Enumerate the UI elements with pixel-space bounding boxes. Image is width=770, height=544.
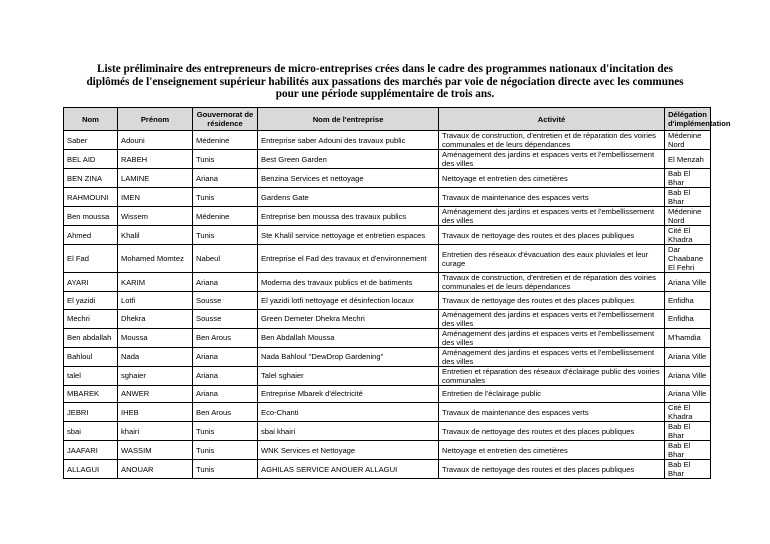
cell-nom: AYARI (64, 273, 118, 292)
cell-prenom: Wissem (118, 207, 193, 226)
cell-nom: Ahmed (64, 226, 118, 245)
cell-entreprise: Moderna des travaux publics et de batiments (258, 273, 439, 292)
cell-prenom: Dhekra (118, 309, 193, 328)
cell-prenom: ANWER (118, 385, 193, 403)
cell-prenom: Khalil (118, 226, 193, 245)
cell-delegation: Cité El Khadra (665, 403, 711, 422)
cell-entreprise: Entreprise el Fad des travaux et d'environnement (258, 245, 439, 273)
cell-gouvernorat: Tunis (193, 422, 258, 441)
cell-delegation: Bab El Bhar (665, 169, 711, 188)
title-line-2: diplômés de l'enseignement supérieur habilités aux passations des marchés par voie de négociation directe avec les communes (86, 75, 684, 88)
cell-entreprise: Eco-Chanti (258, 403, 439, 422)
cell-nom: JEBRI (64, 403, 118, 422)
cell-gouvernorat: Médenine (193, 131, 258, 150)
table-row (64, 169, 711, 188)
cell-gouvernorat: Tunis (193, 150, 258, 169)
cell-entreprise: Green Demeter Dhekra Mechri (258, 309, 439, 328)
table-row (64, 347, 711, 366)
cell-entreprise: Nada Bahloul "DewDrop Gardening" (258, 347, 439, 366)
cell-delegation: Ariana Ville (665, 273, 711, 292)
cell-entreprise: Best Green Garden (258, 150, 439, 169)
cell-nom: RAHMOUNI (64, 188, 118, 207)
cell-nom: BEN ZINA (64, 169, 118, 188)
cell-gouvernorat: Ariana (193, 385, 258, 403)
cell-activite: Nettoyage et entretien des cimetières (439, 169, 665, 188)
cell-delegation: Dar Chaabane El Fehri (665, 245, 711, 273)
cell-activite: Travaux de nettoyage des routes et des places publiques (439, 422, 665, 441)
cell-nom: MBAREK (64, 385, 118, 403)
cell-activite: Travaux de nettoyage des routes et des places publiques (439, 226, 665, 245)
cell-prenom: WASSIM (118, 441, 193, 460)
table-row (64, 226, 711, 245)
cell-gouvernorat: Ben Arous (193, 328, 258, 347)
cell-activite: Travaux de maintenance des espaces verts (439, 188, 665, 207)
cell-activite: Aménagement des jardins et espaces verts et l'embellissement des villes (439, 309, 665, 328)
table-row (64, 385, 711, 403)
cell-activite: Travaux de nettoyage des routes et des places publiques (439, 292, 665, 310)
cell-prenom: Lotfi (118, 292, 193, 310)
cell-gouvernorat: Ben Arous (193, 403, 258, 422)
cell-prenom: LAMINE (118, 169, 193, 188)
cell-nom: Bahloul (64, 347, 118, 366)
cell-prenom: IMEN (118, 188, 193, 207)
cell-nom: talel (64, 366, 118, 385)
cell-prenom: ANOUAR (118, 460, 193, 479)
header-delegation: Délégation d'implémentation (665, 108, 711, 131)
cell-delegation: Médenine Nord (665, 131, 711, 150)
cell-nom: BEL AID (64, 150, 118, 169)
cell-nom: JAAFARI (64, 441, 118, 460)
cell-nom: sbai (64, 422, 118, 441)
header-activite: Activité (439, 108, 665, 131)
cell-gouvernorat: Ariana (193, 366, 258, 385)
cell-prenom: Mohamed Momtez (118, 245, 193, 273)
cell-entreprise: Ben Abdallah Moussa (258, 328, 439, 347)
cell-activite: Aménagement des jardins et espaces verts et l'embellissement des villes (439, 207, 665, 226)
cell-gouvernorat: Sousse (193, 309, 258, 328)
cell-activite: Entretien et réparation des réseaux d'éclairage public des voiries communales (439, 366, 665, 385)
header-entreprise: Nom de l'entreprise (258, 108, 439, 131)
table-row (64, 245, 711, 273)
cell-prenom: RABEH (118, 150, 193, 169)
cell-delegation: Cité El Khadra (665, 226, 711, 245)
cell-activite: Travaux de maintenance des espaces verts (439, 403, 665, 422)
cell-delegation: Ariana Ville (665, 347, 711, 366)
entrepreneurs-table (63, 107, 731, 479)
cell-delegation: Bab El Bhar (665, 441, 711, 460)
cell-prenom: khairi (118, 422, 193, 441)
cell-activite: Aménagement des jardins et espaces verts et l'embellissement des villes (439, 347, 665, 366)
cell-delegation: Bab El Bhar (665, 422, 711, 441)
cell-delegation: Enfidha (665, 292, 711, 310)
cell-prenom: KARIM (118, 273, 193, 292)
cell-gouvernorat: Ariana (193, 273, 258, 292)
cell-prenom: sghaier (118, 366, 193, 385)
cell-prenom: IHEB (118, 403, 193, 422)
cell-nom: El Fad (64, 245, 118, 273)
cell-entreprise: Gardens Gate (258, 188, 439, 207)
cell-prenom: Adouni (118, 131, 193, 150)
cell-delegation: Enfidha (665, 309, 711, 328)
cell-activite: Travaux de construction, d'entretien et de réparation des voiries communales et de leurs dépendances (439, 131, 665, 150)
cell-prenom: Nada (118, 347, 193, 366)
cell-nom: Saber (64, 131, 118, 150)
table-header-row (64, 108, 711, 131)
cell-gouvernorat: Sousse (193, 292, 258, 310)
cell-entreprise: Talel sghaier (258, 366, 439, 385)
table-row (64, 207, 711, 226)
title-line-1: Liste préliminaire des entrepreneurs de micro-entreprises crées dans le cadre des programmes nationaux d'incitation des (97, 63, 673, 75)
cell-nom: Mechri (64, 309, 118, 328)
cell-gouvernorat: Tunis (193, 226, 258, 245)
cell-entreprise: El yazidi lotfi nettoyage et désinfection locaux (258, 292, 439, 310)
table-row (64, 131, 711, 150)
cell-nom: El yazidi (64, 292, 118, 310)
cell-delegation: Bab El Bhar (665, 460, 711, 479)
cell-activite: Travaux de construction, d'entretien et de réparation des voiries communales et de leurs dépendances (439, 273, 665, 292)
cell-activite: Aménagement des jardins et espaces verts et l'embellissement des villes (439, 150, 665, 169)
cell-gouvernorat: Médenine (193, 207, 258, 226)
cell-delegation: El Menzah (665, 150, 711, 169)
cell-nom: Ben abdallah (64, 328, 118, 347)
cell-delegation: Bab El Bhar (665, 188, 711, 207)
table-row (64, 422, 711, 441)
table-body (64, 131, 711, 479)
cell-nom: ALLAGUI (64, 460, 118, 479)
table-row (64, 328, 711, 347)
cell-gouvernorat: Tunis (193, 460, 258, 479)
header-nom: Nom (64, 108, 118, 131)
table-row (64, 150, 711, 169)
cell-activite: Entretien des réseaux d'évacuation des eaux pluviales et leur curage (439, 245, 665, 273)
document-title (60, 63, 710, 101)
table-row (64, 292, 711, 310)
cell-activite: Entretien de l'éclairage public (439, 385, 665, 403)
header-prenom: Prénom (118, 108, 193, 131)
table-row (64, 366, 711, 385)
cell-activite: Nettoyage et entretien des cimetières (439, 441, 665, 460)
cell-entreprise: Entreprise Mbarek d'électricité (258, 385, 439, 403)
cell-gouvernorat: Tunis (193, 188, 258, 207)
title-line-3: pour une période supplémentaire de trois ans. (275, 88, 495, 101)
cell-activite: Aménagement des jardins et espaces verts et l'embellissement des villes (439, 328, 665, 347)
cell-activite: Travaux de nettoyage des routes et des places publiques (439, 460, 665, 479)
cell-entreprise: Entreprise ben moussa des travaux publics (258, 207, 439, 226)
table-row (64, 460, 711, 479)
cell-delegation: Médenine Nord (665, 207, 711, 226)
cell-entreprise: AGHILAS SERVICE ANOUER ALLAGUI (258, 460, 439, 479)
cell-delegation: Ariana Ville (665, 385, 711, 403)
cell-nom: Ben moussa (64, 207, 118, 226)
cell-gouvernorat: Tunis (193, 441, 258, 460)
table-row (64, 309, 711, 328)
table-row (64, 403, 711, 422)
cell-gouvernorat: Ariana (193, 169, 258, 188)
table-row (64, 441, 711, 460)
header-gouvernorat: Gouvernorat de résidence (193, 108, 258, 131)
cell-entreprise: Ste Khalil service nettoyage et entretien espaces (258, 226, 439, 245)
cell-entreprise: Benzina Services et nettoyage (258, 169, 439, 188)
table-row (64, 273, 711, 292)
table-row (64, 188, 711, 207)
cell-delegation: M'hamdia (665, 328, 711, 347)
cell-entreprise: Entreprise saber Adouni des travaux public (258, 131, 439, 150)
cell-prenom: Moussa (118, 328, 193, 347)
cell-entreprise: WNK Services et Nettoyage (258, 441, 439, 460)
cell-entreprise: sbai khairi (258, 422, 439, 441)
cell-gouvernorat: Ariana (193, 347, 258, 366)
cell-gouvernorat: Nabeul (193, 245, 258, 273)
cell-delegation: Ariana Ville (665, 366, 711, 385)
